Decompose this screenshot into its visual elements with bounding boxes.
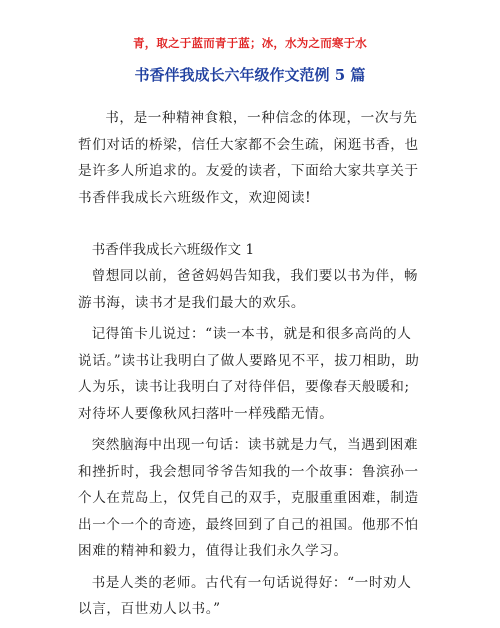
essay-paragraph: 书是人类的老师。古代有一句话说得好：“一时劝人以言，百世劝人以书。” xyxy=(78,574,412,617)
intro-paragraph: 书，是一种精神食粮，一种信念的体现，一次与先哲们对话的桥梁，信任大家都不会生疏，闲逛书香，也是许多人所追求的。友爱的读者，下面给大家共享关于书香伴我成长六班级作文，欢迎阅读! xyxy=(78,110,419,206)
essay-paragraph: 记得笛卡儿说过：“读一本书，就是和很多高尚的人说话。”读书让我明白了做人要路见不平，拔刀相助，助人为乐，读书让我明白了对待伴侣，要像春天般暖和;对待坏人要像秋风扫落叶一样残酷无情。 xyxy=(78,326,420,422)
essay-paragraph: 突然脑海中出现一句话：读书就是力气，当遇到困难和挫折时，我会想同爷爷告知我的一个故事：鲁滨孙一个人在荒岛上，仅凭自己的双手，克服重重困难，制造出一个一个的奇迹，最终回到了自己的祖国。他那不怕困难的精神和毅力，值得让我们永久学习。 xyxy=(78,437,419,559)
document-title: 书香伴我成长六年级作文范例 5 篇 xyxy=(134,66,366,84)
essay-body xyxy=(78,263,420,628)
essay-paragraph: 曾想同以前，爸爸妈妈告知我，我们要以书为伴，畅游书海，读书才是我们最大的欢乐。 xyxy=(78,268,419,311)
header-motto: 青，取之于蓝而青于蓝；冰，水为之而寒于水 xyxy=(133,36,367,50)
essay-heading: 书香伴我成长六班级作文 1 xyxy=(91,242,255,258)
